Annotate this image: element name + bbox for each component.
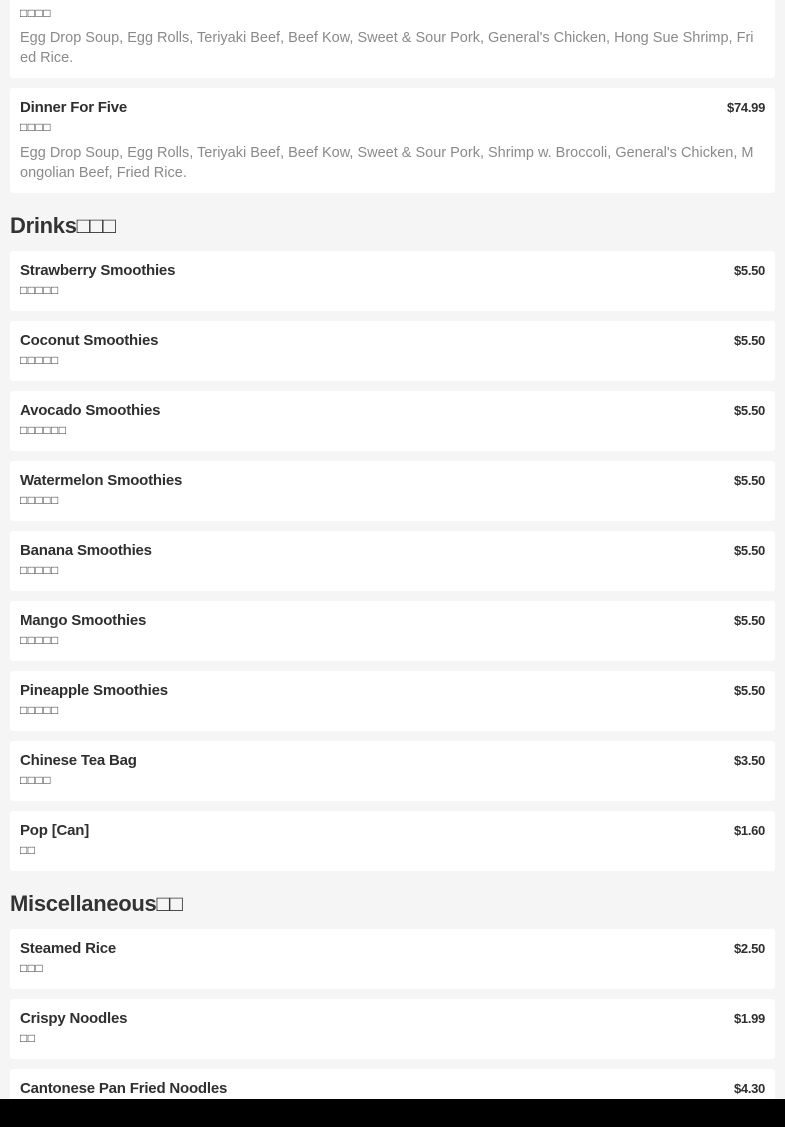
item-chinese-name: □□□□□ (20, 283, 59, 297)
item-price: $5.50 (733, 403, 765, 418)
menu-item-card[interactable] (10, 391, 775, 451)
item-price: $1.99 (733, 1011, 765, 1026)
item-name: Crispy Noodles (20, 1010, 128, 1027)
item-name: Dinner For Five (20, 99, 128, 116)
item-price: $5.50 (733, 333, 765, 348)
section-title-miscellaneous: Miscellaneous□□ (10, 891, 183, 916)
item-chinese-name: □□□ (20, 961, 44, 975)
menu-item-card[interactable] (10, 601, 775, 661)
menu-item-card[interactable] (10, 741, 775, 801)
menu-item-card[interactable] (10, 929, 775, 989)
item-name: Coconut Smoothies (20, 332, 159, 349)
item-description: Egg Drop Soup, Egg Rolls, Teriyaki Beef, Beef Kow, Sweet & Sour Pork, Shrimp w. Broccoli, General's Chicken, Mongolian Beef, Fried Rice. (20, 145, 754, 181)
item-chinese-name: □□□□ (20, 773, 51, 787)
item-chinese-name: □□□□□ (20, 703, 59, 717)
item-price: $5.50 (733, 473, 765, 488)
item-chinese-name: □□□□ (20, 120, 51, 134)
item-name: Watermelon Smoothies (20, 472, 183, 489)
item-name: Chinese Tea Bag (20, 752, 137, 769)
section-title-drinks: Drinks□□□ (10, 213, 116, 238)
menu-item-card[interactable] (10, 811, 775, 871)
menu-item-card[interactable] (10, 671, 775, 731)
item-description: Egg Drop Soup, Egg Rolls, Teriyaki Beef, Beef Kow, Sweet & Sour Pork, General's Chicken, Hong Sue Shrimp, Fried Rice. (20, 30, 754, 66)
item-name: Cantonese Pan Fried Noodles (20, 1080, 228, 1097)
item-name: Strawberry Smoothies (20, 262, 176, 279)
menu-item-card[interactable] (10, 321, 775, 381)
item-name: Pop [Can] (20, 822, 90, 839)
menu-item-card[interactable] (10, 531, 775, 591)
bottom-bar (0, 1099, 785, 1127)
item-price: $74.99 (727, 100, 765, 115)
menu-item-card[interactable] (10, 461, 775, 521)
item-chinese-name: □□□□□□ (20, 423, 67, 437)
item-name: Banana Smoothies (20, 542, 152, 559)
menu-item-card[interactable] (10, 0, 775, 78)
item-chinese-name: □□□□□ (20, 353, 59, 367)
item-price: $4.30 (733, 1081, 765, 1096)
item-price: $5.50 (733, 263, 765, 278)
item-chinese-name: □□ (20, 843, 36, 857)
item-price: $3.50 (733, 753, 765, 768)
item-price: $5.50 (733, 543, 765, 558)
item-chinese-name: □□ (20, 1031, 36, 1045)
item-name: Pineapple Smoothies (20, 682, 168, 699)
item-name: Avocado Smoothies (20, 402, 161, 419)
item-name: Steamed Rice (20, 940, 116, 957)
menu-item-card[interactable] (10, 88, 775, 193)
menu-item-card[interactable] (10, 999, 775, 1059)
item-chinese-name: □□□□□ (20, 493, 59, 507)
item-price: $2.50 (733, 941, 765, 956)
item-price: $1.60 (733, 823, 765, 838)
item-price: $5.50 (733, 613, 765, 628)
menu-item-card[interactable] (10, 251, 775, 311)
menu-item-card[interactable] (10, 1069, 775, 1099)
item-price: $5.50 (733, 683, 765, 698)
item-name: Mango Smoothies (20, 612, 147, 629)
item-chinese-name: □□□□□ (20, 633, 59, 647)
item-chinese-name: □□□□ (20, 6, 51, 20)
item-chinese-name: □□□□□ (20, 563, 59, 577)
